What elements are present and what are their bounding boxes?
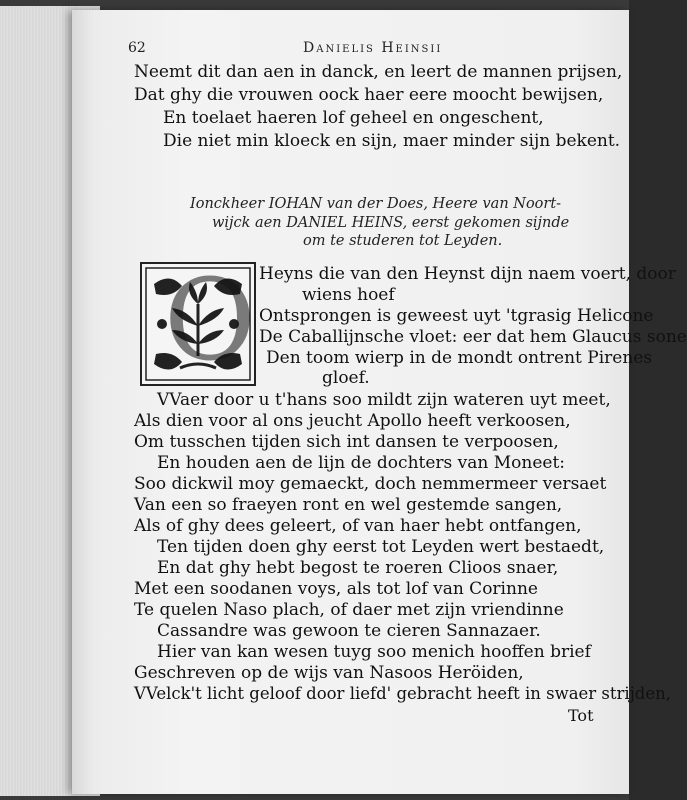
poem-line: Cassandre was gewoon te cieren Sannazaer. <box>157 621 541 641</box>
poem-line: VVaer door u t'hans soo mildt zijn wateren uyt meet, <box>157 390 611 410</box>
running-title: Danielis Heinsii <box>303 40 443 56</box>
poem-line: Hier van kan wesen tuyg soo menich hooffen brief <box>157 642 591 662</box>
poem-line: Van een so fraeyen ront en wel gestemde sangen, <box>134 495 563 515</box>
poem-line: Te quelen Naso plach, of daer met zijn vriendinne <box>134 600 564 620</box>
stanza-line: Die niet min kloeck en sijn, maer minder sijn bekent. <box>163 131 621 151</box>
poem-line: Ontsprongen is geweest uyt 'tgrasig Helicone <box>259 306 654 326</box>
poem-heading: wijck aen DANIEL HEINS, eerst gekomen sijnde <box>212 215 570 231</box>
poem-line: Ten tijden doen ghy eerst tot Leyden wert bestaedt, <box>157 537 605 557</box>
poem-line: De Caballijnsche vloet: eer dat hem Glaucus sone <box>259 327 687 347</box>
poem-line: Soo dickwil moy gemaeckt, doch nemmermeer versaet <box>134 474 607 494</box>
poem-line: En dat ghy hebt begost te roeren Clioos snaer, <box>157 558 559 578</box>
page-number: 62 <box>128 40 146 56</box>
poem-line: Geschreven op de wijs van Nasoos Heröiden, <box>134 663 524 683</box>
poem-line: Met een soodanen voys, als tot lof van Corinne <box>134 579 538 599</box>
poem-heading: om te studeren tot Leyden. <box>303 233 503 249</box>
poem-line: Heyns die van den Heynst dijn naem voert, door <box>259 264 676 284</box>
stanza-line: En toelaet haeren lof geheel en ongeschent, <box>163 108 544 128</box>
poem-line: En houden aen de lijn de dochters van Moneet: <box>157 453 566 473</box>
poem-line: VVelck't licht geloof door liefd' gebracht heeft in swaer strijden, <box>134 684 672 703</box>
poem-line: wiens hoef <box>302 285 395 305</box>
poem-line: Als dien voor al ons jeucht Apollo heeft verkoosen, <box>134 411 571 431</box>
poem-heading: Ionckheer IOHAN van der Does, Heere van Noort- <box>190 196 562 212</box>
poem-line: Om tusschen tijden sich int dansen te verpoosen, <box>134 432 559 452</box>
stanza-line: Neemt dit dan aen in danck, en leert de mannen prijsen, <box>134 62 623 82</box>
poem-line: gloef. <box>322 368 370 388</box>
poem-line: Als of ghy dees geleert, of van haer hebt ontfangen, <box>134 516 582 536</box>
ornamental-initial <box>140 256 256 386</box>
poem-line: Den toom wierp in de mondt ontrent Pirenes <box>266 348 653 368</box>
catchword: Tot <box>568 706 594 725</box>
stanza-line: Dat ghy die vrouwen oock haer eere moocht bewijsen, <box>134 85 604 105</box>
drop-cap-letter: O <box>164 256 256 386</box>
